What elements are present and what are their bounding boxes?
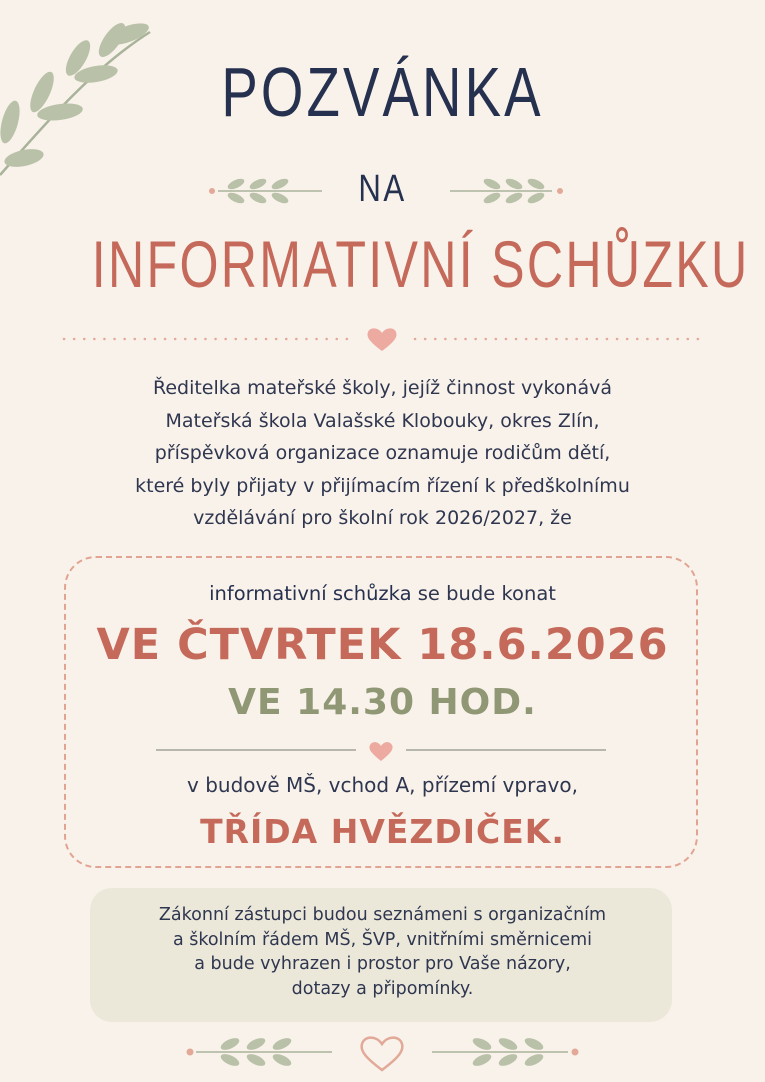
note-line: dotazy a připomínky. — [291, 978, 474, 999]
note-line: Zákonní zástupci budou seznámeni s organizačním — [158, 905, 607, 925]
meeting-announcement — [0, 582, 765, 605]
note-text — [0, 903, 765, 1001]
intro-line: vzdělávání pro školní rok 2026/2027, že — [193, 507, 572, 529]
bottom-ornament — [180, 1030, 585, 1074]
intro-text — [0, 372, 765, 535]
page-title: POZVÁNKA — [221, 53, 544, 131]
dotted-divider — [60, 325, 705, 353]
intro-line: příspěvková organizace oznamuje rodičům dětí, — [154, 442, 611, 464]
note-line: a bude vyhrazen i prostor pro Vaše názory, — [194, 954, 571, 974]
meeting-classroom: TŘÍDA HVĚZDIČEK. — [200, 812, 565, 851]
heart-outline-icon — [362, 1038, 403, 1070]
intro-line: Ředitelka mateřské školy, jejíž činnost vykonává — [152, 377, 613, 399]
meeting-label-strong: informativní schůzka — [209, 582, 412, 605]
divider-line-right — [406, 749, 606, 751]
meeting-label-rest: se bude konat — [411, 582, 556, 605]
heart-icon — [368, 740, 394, 762]
intro-line: Mateřská škola Valašské Klobouky, okres Zlín, — [165, 409, 600, 432]
note-line: a školním řádem MŠ, ŠVP, vnitřními směrnicemi — [172, 929, 593, 950]
meeting-place: v budově MŠ, vchod A, přízemí vpravo, — [187, 773, 578, 797]
meeting-time: VE 14.30 HOD. — [228, 682, 537, 723]
leaf-branch-icon — [448, 176, 566, 210]
page-subtitle: INFORMATIVNÍ SCHŮZKU — [91, 227, 750, 301]
title-connector: NA — [358, 168, 407, 210]
meeting-date: VE ČTVRTEK 18.6.2026 — [96, 620, 669, 670]
divider-line-left — [156, 749, 356, 751]
intro-line: které byly přijaty v přijímacím řízení k předškolnímu — [135, 474, 630, 497]
heart-icon — [368, 328, 397, 351]
